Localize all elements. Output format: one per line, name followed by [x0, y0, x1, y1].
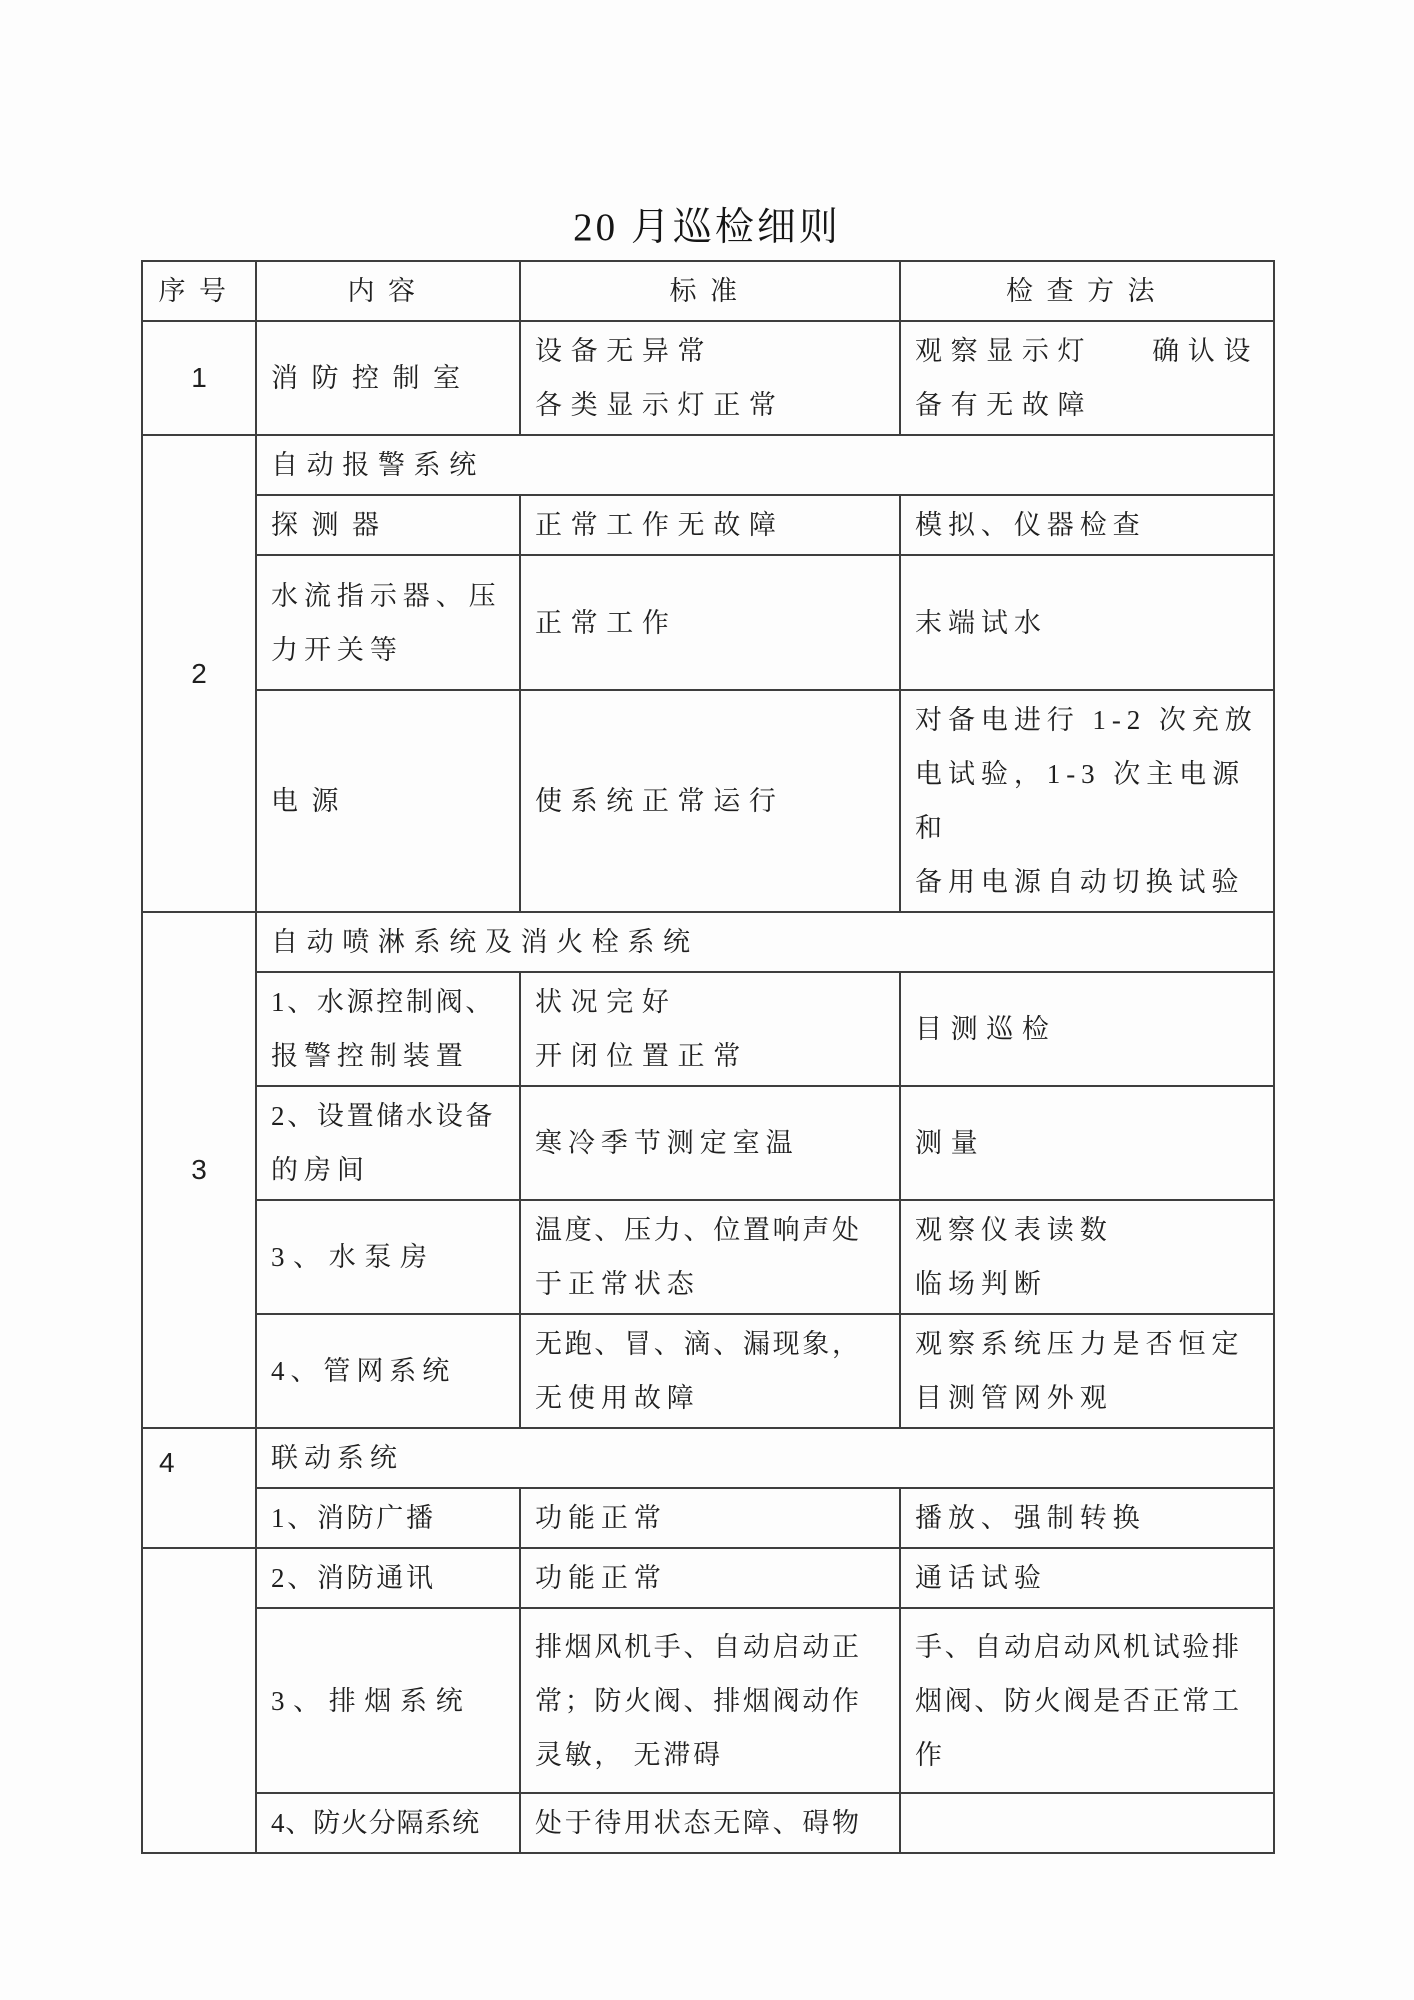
cell-standard-fire-communication: [520, 1548, 900, 1608]
cell-content-fire-broadcast: [256, 1488, 520, 1548]
row-fire-partition: [142, 1793, 1274, 1853]
cell-standard-pipe-network: [520, 1314, 900, 1428]
text-line: 各类显示灯正常: [535, 390, 785, 420]
inspection-table: [141, 260, 1275, 1854]
text-line: 作: [915, 1739, 945, 1770]
row-flow-indicator: [142, 555, 1274, 690]
text-line: 通话试验: [915, 1563, 1047, 1593]
text-line: 测量: [915, 1128, 987, 1158]
cell-method-pipe-network: [900, 1314, 1274, 1428]
row-linkage-title: [142, 1428, 1274, 1488]
text-line: 目测巡检: [915, 1014, 1058, 1044]
cell-section-title-alarm: [256, 435, 1274, 495]
text-line: 的房间: [271, 1155, 370, 1185]
cell-standard-fire-broadcast: [520, 1488, 900, 1548]
text-line: 临场判断: [915, 1269, 1047, 1299]
text-line: 目测管网外观: [915, 1383, 1113, 1413]
text-line: 3、水泵房: [271, 1242, 436, 1272]
text-line: 备用电源自动切换试验: [915, 867, 1245, 897]
cell-serial-1: 1: [142, 321, 256, 435]
text-line: 功能正常: [535, 1563, 667, 1593]
cell-method-water-storage-room: [900, 1086, 1274, 1200]
text-line: 处于待用状态无障、碍物: [535, 1808, 862, 1838]
cell-method-water-control-valve: [900, 972, 1274, 1086]
text-line: 状况完好: [535, 987, 678, 1017]
header-standard: 标准: [520, 261, 900, 321]
row-alarm-system-title: [142, 435, 1274, 495]
text-line: 4、管网系统: [271, 1356, 456, 1386]
cell-standard-smoke-exhaust: [520, 1608, 900, 1793]
row-fire-communication: [142, 1548, 1274, 1608]
text-line: 功能正常: [535, 1503, 667, 1533]
text-line: 探测器: [271, 510, 393, 540]
text-line: 电源: [271, 786, 352, 816]
text-fragment: 确认设: [1152, 336, 1259, 366]
cell-serial-3: 3: [142, 912, 256, 1428]
text-line: 自动喷淋系统及消火栓系统: [271, 927, 699, 957]
row-detector: [142, 495, 1274, 555]
text-line: 自动报警系统: [271, 450, 485, 480]
cell-method-detector: [900, 495, 1274, 555]
text-line: 设备无异常: [535, 336, 714, 366]
text-line: 对备电进行 1-2 次充放: [915, 705, 1258, 735]
text-line: 4、防火分隔系统: [271, 1808, 480, 1838]
text-line: 寒冷季节测定室温: [535, 1128, 799, 1158]
text-line: 无使用故障: [535, 1383, 700, 1413]
cell-standard-water-storage-room: [520, 1086, 900, 1200]
text-line: [915, 324, 1259, 378]
cell-standard-fire-partition: [520, 1793, 900, 1853]
row-fire-broadcast: [142, 1488, 1274, 1548]
header-content: 内容: [256, 261, 520, 321]
row-pump-room: [142, 1200, 1274, 1314]
cell-content-detector: [256, 495, 520, 555]
cell-content-fire-control-room: [256, 321, 520, 435]
header-serial: 序号: [142, 261, 256, 321]
cell-standard-flow-indicator: [520, 555, 900, 690]
cell-standard-fire-control-room: [520, 321, 900, 435]
cell-content-water-control-valve: [256, 972, 520, 1086]
cell-method-smoke-exhaust: [900, 1608, 1274, 1793]
text-line: 正常工作: [535, 607, 678, 638]
text-line: 2、消防通讯: [271, 1563, 436, 1593]
cell-method-pump-room: [900, 1200, 1274, 1314]
cell-serial-2: 2: [142, 435, 256, 912]
cell-section-title-linkage: [256, 1428, 1274, 1488]
row-sprinkler-title: [142, 912, 1274, 972]
text-line: 力开关等: [271, 634, 403, 665]
text-line: 1、水源控制阀、: [271, 987, 496, 1017]
cell-serial-4: 4: [142, 1428, 256, 1548]
text-line: 3、排烟系统: [271, 1685, 472, 1716]
text-line: 观察系统压力是否恒定: [915, 1329, 1245, 1359]
cell-method-fire-broadcast: [900, 1488, 1274, 1548]
text-line: 开闭位置正常: [535, 1041, 749, 1071]
cell-content-fire-communication: [256, 1548, 520, 1608]
text-fragment: 观察显示灯: [915, 336, 1094, 366]
row-water-storage-room: [142, 1086, 1274, 1200]
row-water-control-valve: [142, 972, 1274, 1086]
text-line: 无跑、冒、滴、漏现象，: [535, 1329, 862, 1359]
cell-content-fire-partition: [256, 1793, 520, 1853]
text-line: 使系统正常运行: [535, 786, 785, 816]
cell-method-flow-indicator: [900, 555, 1274, 690]
text-line: 2、设置储水设备: [271, 1101, 496, 1131]
cell-standard-water-control-valve: [520, 972, 900, 1086]
text-line: 常；防火阀、排烟阀动作: [535, 1685, 862, 1716]
row-fire-control-room: [142, 321, 1274, 435]
text-line: 播放、强制转换: [915, 1503, 1146, 1533]
cell-content-flow-indicator: [256, 555, 520, 690]
cell-serial-empty: [142, 1548, 256, 1853]
text-line: 电试验，1-3 次主电源和: [915, 759, 1246, 843]
row-smoke-exhaust: [142, 1608, 1274, 1793]
text-line: 水流指示器、压: [271, 580, 502, 611]
text-line: 联动系统: [271, 1443, 403, 1473]
cell-standard-pump-room: [520, 1200, 900, 1314]
cell-standard-power-supply: [520, 690, 900, 912]
header-row: [142, 261, 1274, 321]
text-line: 排烟风机手、自动启动正: [535, 1631, 862, 1662]
row-power-supply: [142, 690, 1274, 912]
text-line: 消防控制室: [271, 363, 474, 393]
cell-method-fire-communication: [900, 1548, 1274, 1608]
text-line: 灵敏， 无滞碍: [535, 1739, 723, 1770]
cell-content-water-storage-room: [256, 1086, 520, 1200]
text-line: 报警控制装置: [271, 1041, 469, 1071]
cell-standard-detector: [520, 495, 900, 555]
cell-content-pump-room: [256, 1200, 520, 1314]
text-line: 观察仪表读数: [915, 1215, 1113, 1245]
page-title: 20 月巡检细则: [573, 206, 841, 249]
text-line: 正常工作无故障: [535, 510, 785, 540]
text-line: 温度、压力、位置响声处: [535, 1215, 862, 1245]
cell-section-title-sprinkler: [256, 912, 1274, 972]
text-line: 1、消防广播: [271, 1503, 436, 1533]
header-method: 检查方法: [900, 261, 1274, 321]
text-line: 模拟、仪器检查: [915, 510, 1146, 540]
cell-content-pipe-network: [256, 1314, 520, 1428]
text-line: 于正常状态: [535, 1269, 700, 1299]
cell-method-fire-partition: [900, 1793, 1274, 1853]
text-line: 手、自动启动风机试验排: [915, 1631, 1242, 1662]
row-pipe-network: [142, 1314, 1274, 1428]
cell-content-power-supply: [256, 690, 520, 912]
cell-method-power-supply: [900, 690, 1274, 912]
text-line: 末端试水: [915, 607, 1047, 638]
cell-content-smoke-exhaust: [256, 1608, 520, 1793]
text-line: 备有无故障: [915, 390, 1094, 420]
text-line: 烟阀、防火阀是否正常工: [915, 1685, 1242, 1716]
cell-method-fire-control-room: [900, 321, 1274, 435]
